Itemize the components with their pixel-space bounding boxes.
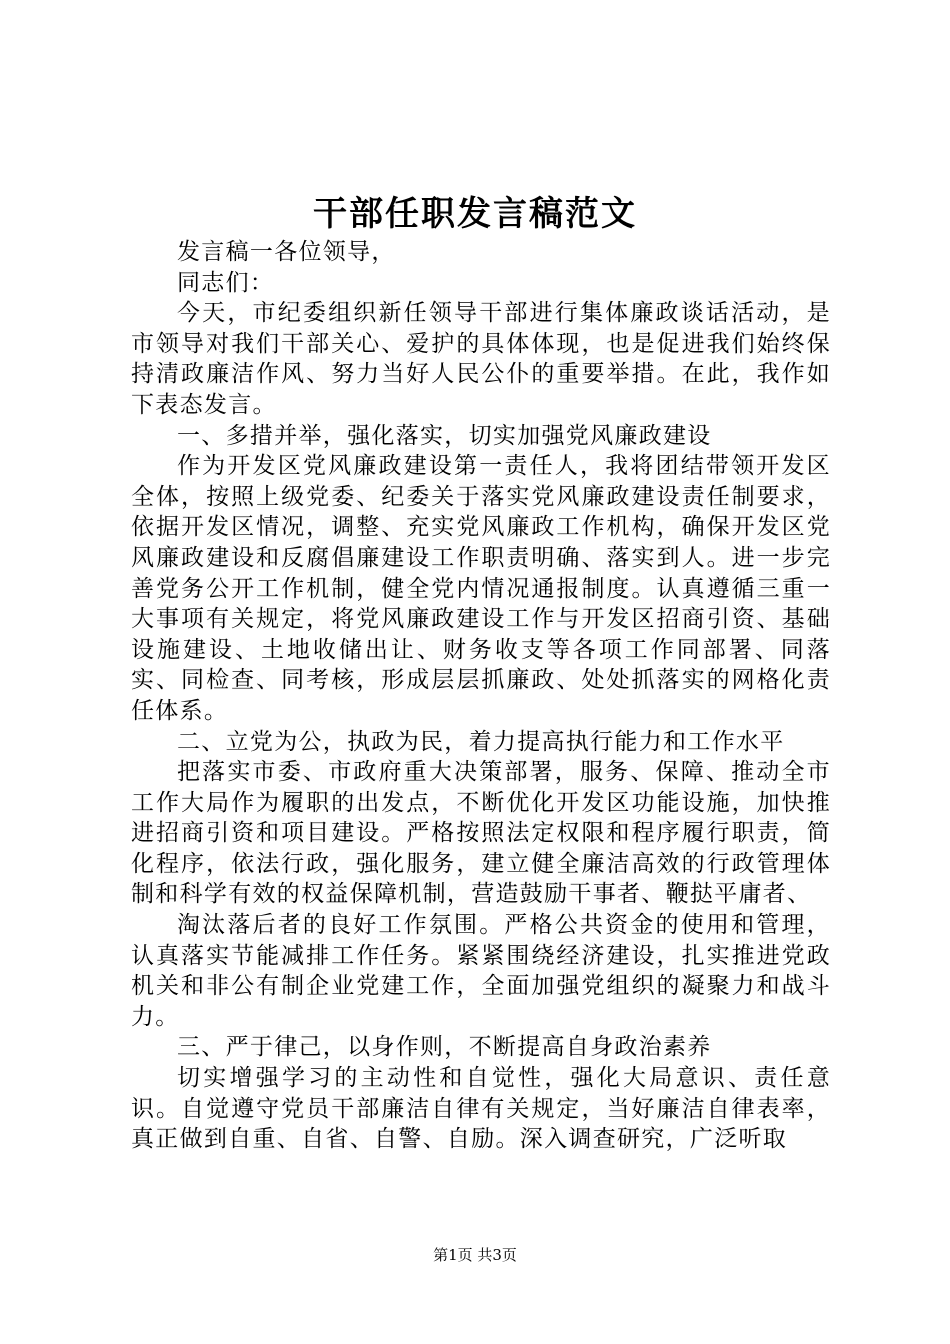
paragraph: 同志们： xyxy=(177,269,275,296)
document-body xyxy=(131,237,831,1155)
document-title: 干部任职发言稿范文 xyxy=(313,194,637,234)
page-number: 第1页 共3页 xyxy=(433,1246,517,1264)
paragraph: 发言稿一各位领导， xyxy=(177,239,396,265)
section-heading: 三、严于律己，以身作则，不断提高自身政治素养 xyxy=(177,1034,712,1061)
paragraph: 作为开发区党风廉政建设第一责任人，我将团结带领开发区全体，按照上级党委、纪委关于落实党风廉政建设责任制要求，依据开发区情况，调整、充实党风廉政工作机构，确保开发区党风廉政建设和反腐倡廉建设工作职责明确、落实到人。进一步完善党务公开工作机制，健全党内情况通报制度。认真遵循三重一大事项有关规定，将党风廉政建设工作与开发区招商引资、基础设施建设、土地收储出让、财务收支等各项工作同部署、同落实、同检查、同考核，形成层层抓廉政、处处抓落实的网格化责任体系。 xyxy=(131,453,831,724)
paragraph: 淘汰落后者的良好工作氛围。严格公共资金的使用和管理，认真落实节能减排工作任务。紧紧围绕经济建设，扎实推进党政机关和非公有制企业党建工作，全面加强党组织的凝聚力和战斗力。 xyxy=(131,912,831,1030)
section-heading: 二、立党为公，执政为民，着力提高执行能力和工作水平 xyxy=(177,728,785,755)
section-heading: 一、多措并举，强化落实，切实加强党风廉政建设 xyxy=(177,422,712,449)
paragraph: 切实增强学习的主动性和自觉性，强化大局意识、责任意识。自觉遵守党员干部廉洁自律有关规定，当好廉洁自律表率，真正做到自重、自省、自警、自励。深入调查研究，广泛听取 xyxy=(131,1065,831,1153)
paragraph: 今天，市纪委组织新任领导干部进行集体廉政谈话活动，是市领导对我们干部关心、爱护的具体体现，也是促进我们始终保持清政廉洁作风、努力当好人民公仆的重要举措。在此，我作如下表态发言。 xyxy=(131,300,831,418)
paragraph: 把落实市委、市政府重大决策部署，服务、保障、推动全市工作大局作为履职的出发点，不断优化开发区功能设施，加快推进招商引资和项目建设。严格按照法定权限和程序履行职责，简化程序，依法行政，强化服务，建立健全廉洁高效的行政管理体制和科学有效的权益保障机制，营造鼓励干事者、鞭挞平庸者、 xyxy=(131,759,831,908)
